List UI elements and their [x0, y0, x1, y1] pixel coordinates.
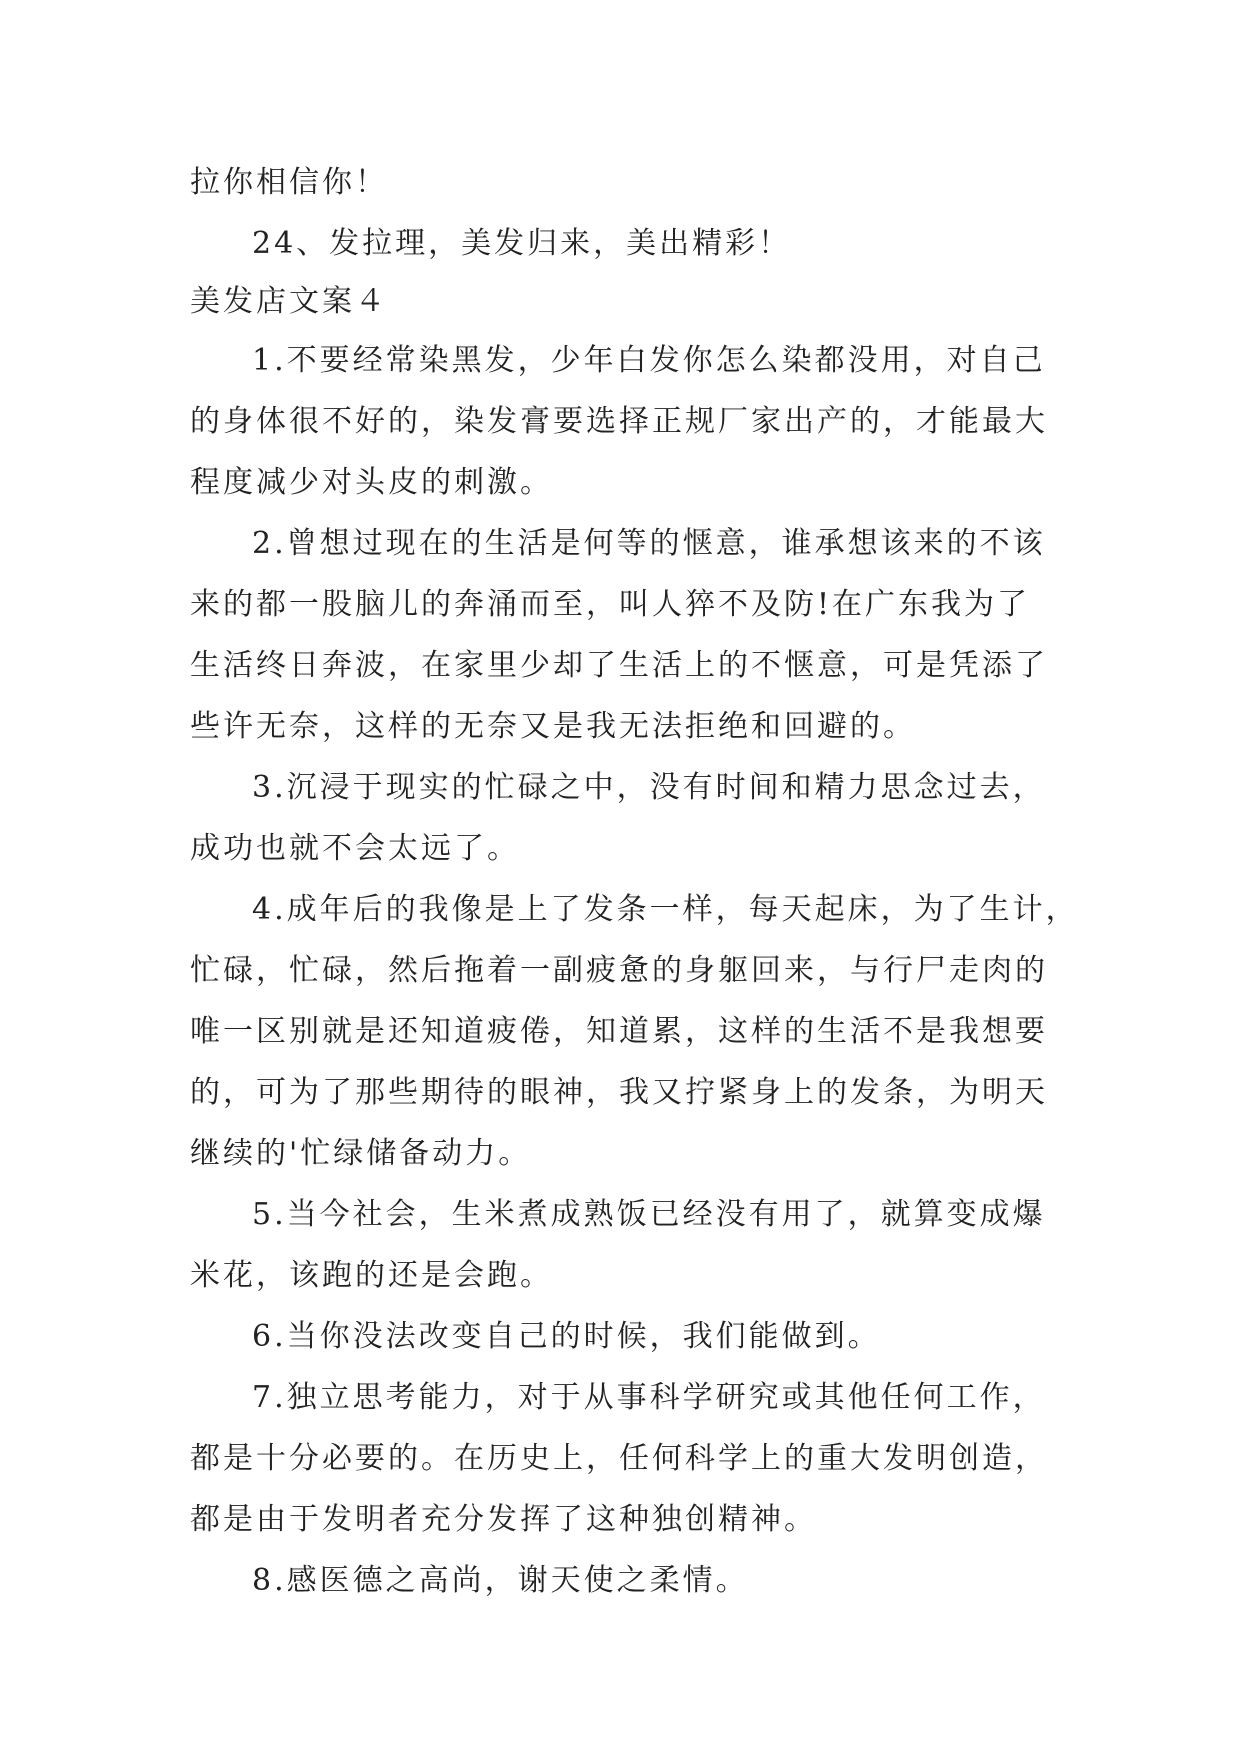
text-line: 继续的'忙绿储备动力。	[190, 1136, 532, 1171]
text-line: 7.独立思考能力，对于从事科学研究或其他任何工作，	[252, 1380, 1046, 1415]
text-line: 唯一区别就是还知道疲倦，知道累，这样的生活不是我想要	[190, 1014, 1048, 1049]
text-line: 的身体很不好的，染发膏要选择正规厂家出产的，才能最大	[190, 404, 1048, 439]
text-line: 都是由于发明者充分发挥了这种独创精神。	[190, 1502, 817, 1537]
text-line: 些许无奈，这样的无奈又是我无法拒绝和回避的。	[190, 709, 916, 744]
text-line: 米花，该跑的还是会跑。	[190, 1258, 553, 1293]
text-line: 1.不要经常染黑发，少年白发你怎么染都没用，对自己	[252, 343, 1046, 378]
text-line: 8.感医德之高尚，谢天使之柔情。	[252, 1563, 749, 1598]
text-line: 4.成年后的我像是上了发条一样，每天起床，为了生计，	[252, 892, 1079, 927]
text-line: 来的都一股脑儿的奔涌而至，叫人猝不及防!在广东我为了	[190, 587, 1031, 622]
text-line: 程度减少对头皮的刺激。	[190, 465, 553, 500]
text-line: 3.沉浸于现实的忙碌之中，没有时间和精力思念过去，	[252, 770, 1046, 805]
text-line: 2.曾想过现在的生活是何等的惬意，谁承想该来的不该	[252, 526, 1046, 561]
document-body	[190, 152, 1079, 1611]
text-line: 6.当你没法改变自己的时候，我们能做到。	[252, 1319, 881, 1354]
text-line: 24、发拉理，美发归来，美出精彩！	[252, 226, 792, 261]
text-line: 忙碌，忙碌，然后拖着一副疲惫的身躯回来，与行尸走肉的	[190, 953, 1048, 988]
text-line: 都是十分必要的。在历史上，任何科学上的重大发明创造，	[190, 1441, 1048, 1476]
section-heading: 美发店文案４	[190, 284, 388, 319]
text-line: 成功也就不会太远了。	[190, 831, 520, 866]
text-line: 5.当今社会，生米煮成熟饭已经没有用了，就算变成爆	[252, 1197, 1046, 1232]
text-line: 拉你相信你！	[190, 165, 388, 200]
text-line: 生活终日奔波，在家里少却了生活上的不惬意，可是凭添了	[190, 648, 1048, 683]
text-line: 的，可为了那些期待的眼神，我又拧紧身上的发条，为明天	[190, 1075, 1048, 1110]
